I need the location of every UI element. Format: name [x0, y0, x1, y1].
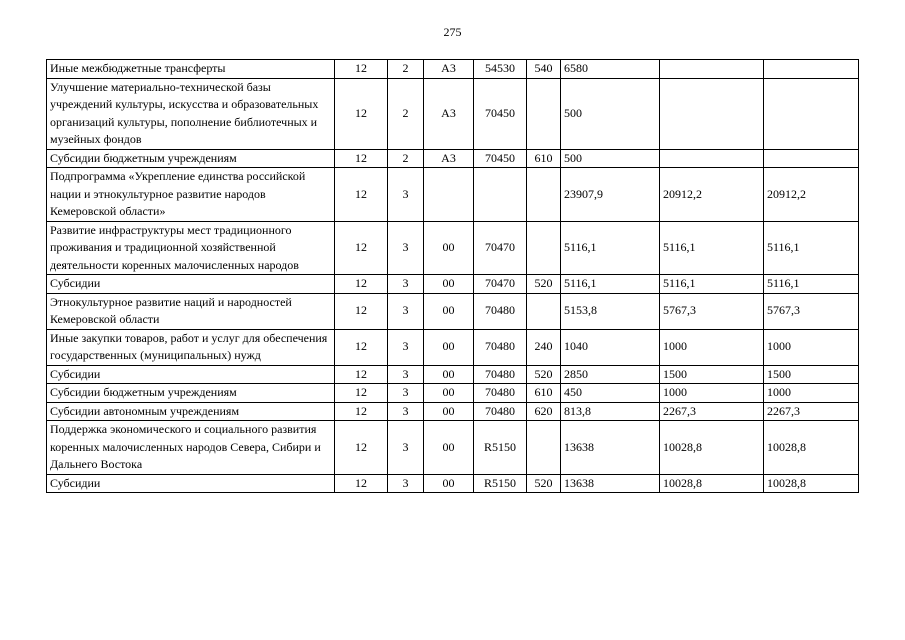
expense-type-cell: 540 — [527, 60, 561, 79]
item-code-cell: 54530 — [474, 60, 527, 79]
program-code-cell: 00 — [424, 384, 474, 403]
row-name-cell: Субсидии — [47, 275, 335, 294]
amount-year2-cell: 10028,8 — [660, 421, 764, 475]
subsection-code-cell: 3 — [388, 329, 424, 365]
amount-year3-cell: 20912,2 — [764, 168, 859, 222]
table-row — [47, 329, 859, 365]
section-code-cell: 12 — [335, 221, 388, 275]
program-code-cell: А3 — [424, 78, 474, 149]
subsection-code-cell: 3 — [388, 275, 424, 294]
subsection-code-cell: 3 — [388, 421, 424, 475]
row-name-cell: Этнокультурное развитие наций и народностей Кемеровской области — [47, 293, 335, 329]
item-code-cell: R5150 — [474, 421, 527, 475]
amount-year1-cell: 2850 — [561, 365, 660, 384]
amount-year2-cell — [660, 78, 764, 149]
expense-type-cell — [527, 293, 561, 329]
amount-year2-cell: 20912,2 — [660, 168, 764, 222]
subsection-code-cell: 3 — [388, 474, 424, 493]
amount-year1-cell: 500 — [561, 149, 660, 168]
table-row — [47, 168, 859, 222]
subsection-code-cell: 2 — [388, 149, 424, 168]
expense-type-cell — [527, 168, 561, 222]
row-name-cell: Подпрограмма «Укрепление единства российской нации и этнокультурное развитие народов Кемеровской области» — [47, 168, 335, 222]
amount-year2-cell: 1000 — [660, 329, 764, 365]
section-code-cell: 12 — [335, 60, 388, 79]
table-row — [47, 365, 859, 384]
expense-type-cell: 610 — [527, 149, 561, 168]
amount-year1-cell: 13638 — [561, 421, 660, 475]
item-code-cell: 70480 — [474, 402, 527, 421]
amount-year2-cell: 5767,3 — [660, 293, 764, 329]
row-name-cell: Поддержка экономического и социального развития коренных малочисленных народов Севера, Сибири и Дальнего Востока — [47, 421, 335, 475]
program-code-cell: А3 — [424, 149, 474, 168]
amount-year3-cell — [764, 149, 859, 168]
program-code-cell: 00 — [424, 421, 474, 475]
row-name-cell: Субсидии — [47, 474, 335, 493]
amount-year3-cell: 1500 — [764, 365, 859, 384]
amount-year3-cell: 1000 — [764, 384, 859, 403]
page-number: 275 — [443, 25, 462, 39]
program-code-cell: 00 — [424, 275, 474, 294]
subsection-code-cell: 2 — [388, 60, 424, 79]
item-code-cell: 70480 — [474, 329, 527, 365]
expense-type-cell: 520 — [527, 365, 561, 384]
table-row — [47, 221, 859, 275]
row-name-cell: Иные закупки товаров, работ и услуг для обеспечения государственных (муниципальных) нужд — [47, 329, 335, 365]
expense-type-cell — [527, 221, 561, 275]
amount-year1-cell: 6580 — [561, 60, 660, 79]
program-code-cell: А3 — [424, 60, 474, 79]
subsection-code-cell: 3 — [388, 384, 424, 403]
amount-year1-cell: 13638 — [561, 474, 660, 493]
row-name-cell: Улучшение материально-технической базы учреждений культуры, искусства и образовательных организаций культуры, пополнение библиотечных и музейных фондов — [47, 78, 335, 149]
amount-year3-cell: 2267,3 — [764, 402, 859, 421]
item-code-cell: 70450 — [474, 78, 527, 149]
amount-year3-cell: 10028,8 — [764, 421, 859, 475]
amount-year2-cell: 1000 — [660, 384, 764, 403]
subsection-code-cell: 3 — [388, 402, 424, 421]
amount-year1-cell: 1040 — [561, 329, 660, 365]
section-code-cell: 12 — [335, 421, 388, 475]
table-row — [47, 384, 859, 403]
amount-year1-cell: 500 — [561, 78, 660, 149]
amount-year1-cell: 813,8 — [561, 402, 660, 421]
row-name-cell: Развитие инфраструктуры мест традиционного проживания и традиционной хозяйственной деятельности коренных малочисленных народов — [47, 221, 335, 275]
row-name-cell: Субсидии бюджетным учреждениям — [47, 149, 335, 168]
amount-year3-cell: 5116,1 — [764, 221, 859, 275]
amount-year1-cell: 23907,9 — [561, 168, 660, 222]
amount-year2-cell: 5116,1 — [660, 221, 764, 275]
amount-year2-cell: 10028,8 — [660, 474, 764, 493]
item-code-cell: 70480 — [474, 365, 527, 384]
program-code-cell: 00 — [424, 402, 474, 421]
expense-type-cell — [527, 78, 561, 149]
subsection-code-cell: 3 — [388, 293, 424, 329]
expense-type-cell: 620 — [527, 402, 561, 421]
section-code-cell: 12 — [335, 329, 388, 365]
program-code-cell: 00 — [424, 365, 474, 384]
row-name-cell: Субсидии бюджетным учреждениям — [47, 384, 335, 403]
amount-year1-cell: 5116,1 — [561, 221, 660, 275]
table-body — [47, 60, 859, 493]
amount-year3-cell: 1000 — [764, 329, 859, 365]
table-row — [47, 293, 859, 329]
expense-type-cell: 610 — [527, 384, 561, 403]
subsection-code-cell: 3 — [388, 221, 424, 275]
table-row — [47, 149, 859, 168]
row-name-cell: Субсидии — [47, 365, 335, 384]
program-code-cell: 00 — [424, 329, 474, 365]
item-code-cell: 70480 — [474, 293, 527, 329]
subsection-code-cell: 3 — [388, 365, 424, 384]
row-name-cell: Субсидии автономным учреждениям — [47, 402, 335, 421]
expense-type-cell: 520 — [527, 474, 561, 493]
amount-year3-cell: 5116,1 — [764, 275, 859, 294]
program-code-cell: 00 — [424, 474, 474, 493]
table-row — [47, 421, 859, 475]
budget-table — [46, 59, 859, 493]
item-code-cell: R5150 — [474, 474, 527, 493]
table-row — [47, 402, 859, 421]
amount-year3-cell: 10028,8 — [764, 474, 859, 493]
item-code-cell: 70450 — [474, 149, 527, 168]
item-code-cell: 70470 — [474, 221, 527, 275]
table-row — [47, 60, 859, 79]
item-code-cell — [474, 168, 527, 222]
amount-year3-cell — [764, 60, 859, 79]
amount-year1-cell: 450 — [561, 384, 660, 403]
amount-year2-cell: 2267,3 — [660, 402, 764, 421]
program-code-cell — [424, 168, 474, 222]
section-code-cell: 12 — [335, 78, 388, 149]
table-row — [47, 275, 859, 294]
table-row — [47, 78, 859, 149]
table-row — [47, 474, 859, 493]
amount-year3-cell: 5767,3 — [764, 293, 859, 329]
program-code-cell: 00 — [424, 293, 474, 329]
section-code-cell: 12 — [335, 149, 388, 168]
section-code-cell: 12 — [335, 474, 388, 493]
section-code-cell: 12 — [335, 168, 388, 222]
section-code-cell: 12 — [335, 275, 388, 294]
expense-type-cell — [527, 421, 561, 475]
subsection-code-cell: 3 — [388, 168, 424, 222]
section-code-cell: 12 — [335, 402, 388, 421]
amount-year2-cell — [660, 60, 764, 79]
expense-type-cell: 520 — [527, 275, 561, 294]
subsection-code-cell: 2 — [388, 78, 424, 149]
amount-year1-cell: 5116,1 — [561, 275, 660, 294]
amount-year2-cell — [660, 149, 764, 168]
amount-year2-cell: 1500 — [660, 365, 764, 384]
expense-type-cell: 240 — [527, 329, 561, 365]
amount-year1-cell: 5153,8 — [561, 293, 660, 329]
amount-year2-cell: 5116,1 — [660, 275, 764, 294]
amount-year3-cell — [764, 78, 859, 149]
section-code-cell: 12 — [335, 365, 388, 384]
section-code-cell: 12 — [335, 293, 388, 329]
section-code-cell: 12 — [335, 384, 388, 403]
row-name-cell: Иные межбюджетные трансферты — [47, 60, 335, 79]
item-code-cell: 70470 — [474, 275, 527, 294]
program-code-cell: 00 — [424, 221, 474, 275]
item-code-cell: 70480 — [474, 384, 527, 403]
